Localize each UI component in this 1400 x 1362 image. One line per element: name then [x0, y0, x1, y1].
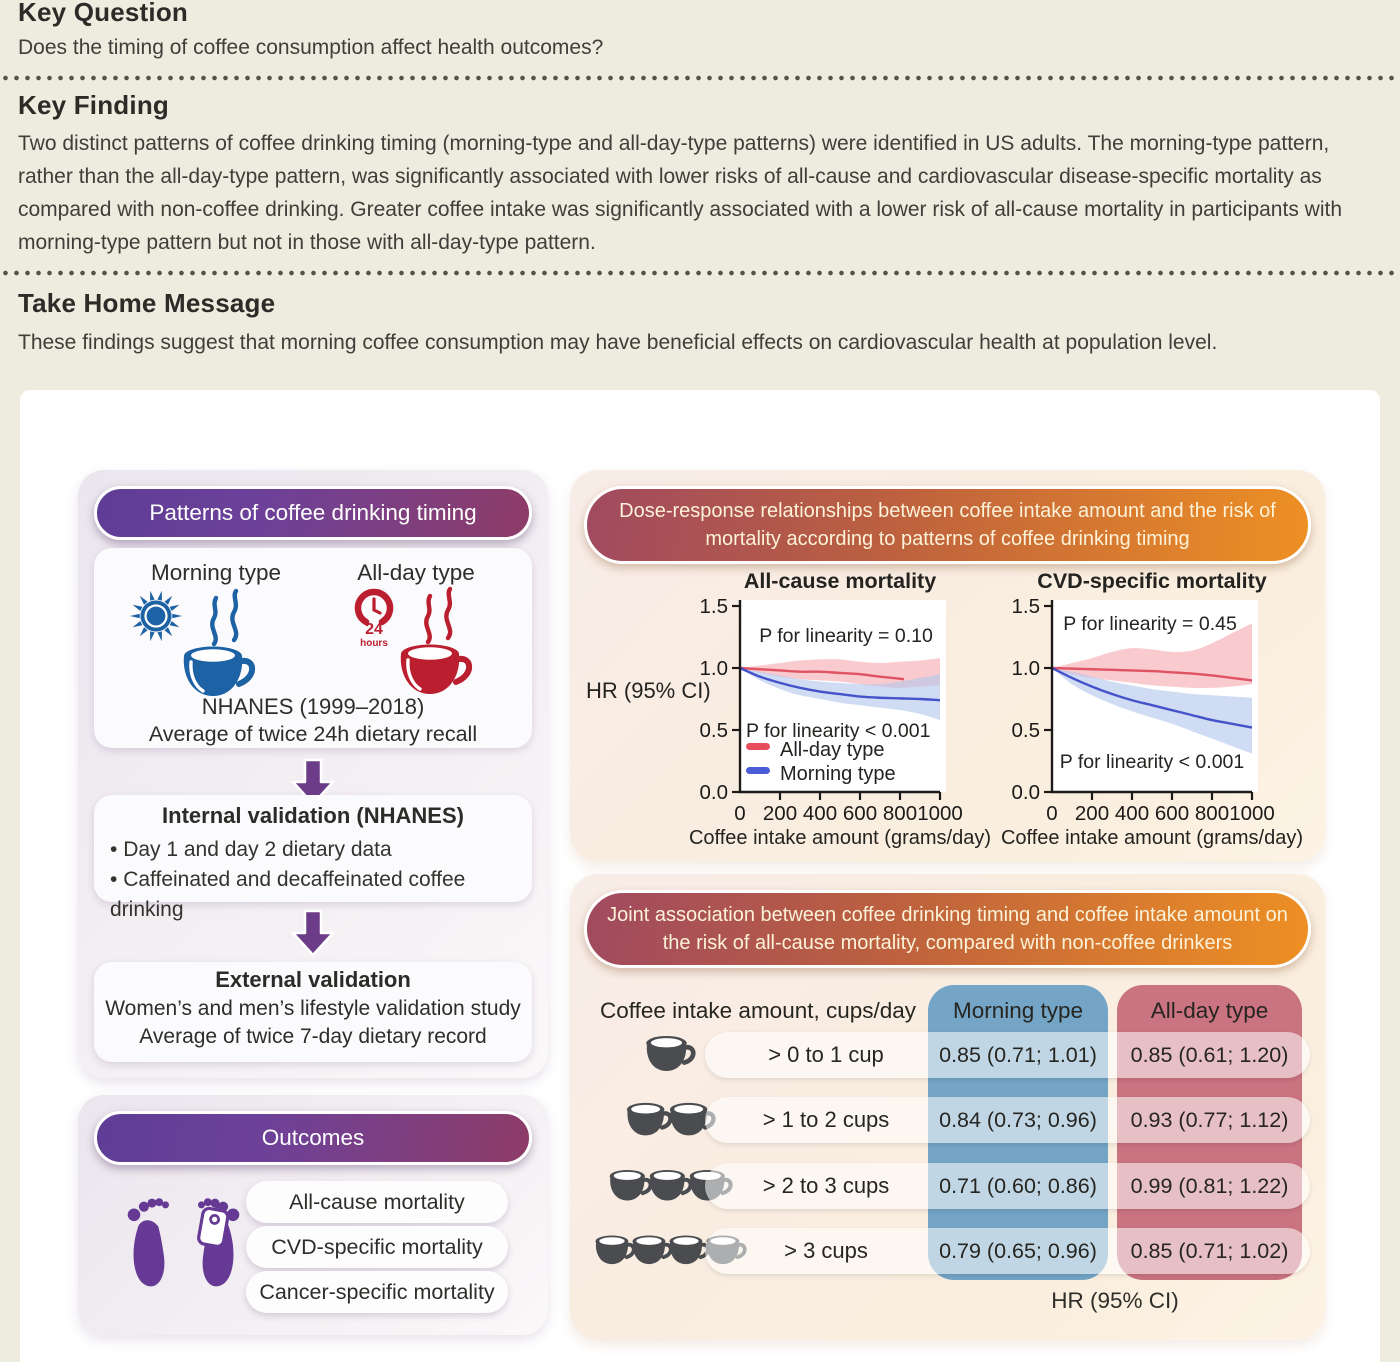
outcome-label: CVD-specific mortality [271, 1234, 483, 1259]
outcomes-panel [78, 1095, 548, 1335]
cups-per-day-label: > 1 to 2 cups [762, 1107, 890, 1132]
svg-text:200: 200 [1074, 802, 1110, 825]
steam-icon [212, 591, 236, 644]
study-method: Average of twice 24h dietary recall [148, 722, 478, 746]
outcome-label: Cancer-specific mortality [259, 1279, 495, 1304]
svg-text:P for linearity = 0.45: P for linearity = 0.45 [1063, 613, 1237, 635]
svg-text:0.0: 0.0 [699, 781, 728, 804]
svg-text:0: 0 [734, 802, 746, 825]
key-finding-text: Two distinct patterns of coffee drinking timing (morning-type and all-day-type patterns) were identified in US adults. The morning-type pattern, rather than the all-day-type pattern, was significantly associated with lower risks of all-cause and cardiovascular disease-specific mortality as compared with non-coffee drinking. Greater coffee intake was significantly associated with a lower risk of all-cause mortality in participants with morning-type pattern but not in those with all-day-type pattern. [18, 132, 1343, 254]
svg-text:0.0: 0.0 [1011, 781, 1040, 804]
cups-per-day-label: > 0 to 1 cup [768, 1042, 884, 1067]
footprints-icon [116, 1177, 251, 1303]
study-card [94, 548, 532, 748]
all-day-hr-value: 0.93 (0.77; 1.12) [1130, 1108, 1289, 1132]
svg-text:P for linearity = 0.10: P for linearity = 0.10 [759, 625, 933, 647]
cups-per-day-label: > 3 cups [784, 1238, 868, 1263]
svg-text:1.5: 1.5 [699, 595, 728, 618]
svg-text:1.0: 1.0 [699, 657, 728, 680]
dotted-divider [0, 270, 1400, 276]
outcome-pill [246, 1271, 508, 1313]
svg-text:All-cause mortality: All-cause mortality [743, 569, 937, 593]
internal-validation-bullet: • Day 1 and day 2 dietary data [110, 835, 524, 865]
patterns-panel [78, 470, 548, 1078]
svg-text:All-day type: All-day type [780, 739, 885, 761]
hr-axis-label: HR (95% CI) [586, 678, 711, 703]
outcomes-panel-title-label: Outcomes [261, 1125, 365, 1150]
key-question-heading: Key Question [18, 0, 188, 27]
svg-text:800: 800 [1194, 802, 1230, 825]
svg-text:P for linearity < 0.001: P for linearity < 0.001 [1059, 751, 1245, 773]
all-day-hr-value: 0.85 (0.61; 1.20) [1130, 1043, 1289, 1067]
outcome-pill [246, 1181, 508, 1223]
svg-text:800: 800 [882, 802, 918, 825]
all-day-type-icon [336, 584, 501, 700]
morning-hr-value: 0.71 (0.60; 0.86) [939, 1174, 1097, 1198]
morning-hr-value: 0.84 (0.73; 0.96) [939, 1108, 1097, 1132]
outcome-pill [246, 1226, 508, 1268]
steam-icon [426, 589, 450, 642]
svg-text:1.5: 1.5 [1011, 595, 1040, 618]
joint-association-panel [570, 874, 1325, 1340]
svg-text:CVD-specific mortality: CVD-specific mortality [1037, 569, 1267, 593]
cups-per-day-label: > 2 to 3 cups [762, 1173, 890, 1198]
outcome-label: All-cause mortality [289, 1189, 465, 1214]
morning-hr-value: 0.79 (0.65; 0.96) [939, 1239, 1097, 1263]
hr-footer-label: HR (95% CI) [1051, 1288, 1179, 1313]
svg-text:0.5: 0.5 [699, 719, 728, 742]
key-finding-heading: Key Finding [18, 90, 169, 120]
all-day-column-header: All-day type [1150, 998, 1269, 1023]
svg-text:0: 0 [1046, 802, 1058, 825]
svg-text:1000: 1000 [1229, 802, 1275, 825]
dose-response-panel [570, 470, 1325, 862]
sun-icon [130, 591, 182, 642]
morning-hr-value: 0.85 (0.71; 1.01) [939, 1043, 1097, 1067]
svg-text:600: 600 [1154, 802, 1190, 825]
clock-24h-icon [358, 592, 390, 649]
all-day-hr-value: 0.99 (0.81; 1.22) [1130, 1174, 1289, 1198]
svg-text:200: 200 [762, 802, 798, 825]
study-name: NHANES (1999–2018) [201, 694, 425, 719]
dotted-divider [0, 75, 1400, 81]
clock-24-label: 24 [365, 621, 383, 638]
svg-text:Coffee intake amount (grams/da: Coffee intake amount (grams/day) [688, 827, 992, 849]
svg-text:400: 400 [1114, 802, 1150, 825]
outcomes-panel-title [94, 1111, 532, 1165]
coffee-cup-icon [642, 1033, 696, 1077]
dose-response-title-label: Dose-response relationships between coffee intake amount and the risk of mortality according to patterns of coffee drinking timing [619, 500, 1276, 550]
coffee-cup-icon [184, 647, 252, 697]
patterns-panel-title-label: Patterns of coffee drinking timing [149, 500, 477, 525]
clock-hours-label: hours [360, 638, 388, 649]
all-cause-mortality-chart [688, 566, 998, 852]
external-validation-title: External validation [215, 967, 411, 992]
key-question-text: Does the timing of coffee consumption affect health outcomes? [18, 36, 604, 59]
table-row [570, 1228, 1325, 1274]
down-arrow-icon [290, 908, 336, 958]
svg-text:400: 400 [802, 802, 838, 825]
table-row [570, 1097, 1325, 1143]
svg-text:Coffee intake amount (grams/da: Coffee intake amount (grams/day) [1000, 827, 1304, 849]
dose-response-title [584, 486, 1311, 564]
table-row [570, 1032, 1325, 1078]
internal-validation-title: Internal validation (NHANES) [162, 803, 464, 828]
take-home-heading: Take Home Message [18, 288, 276, 318]
external-validation-line: Women’s and men’s lifestyle validation study [105, 997, 521, 1020]
svg-text:1.0: 1.0 [1011, 657, 1040, 680]
internal-validation-bullet: • Caffeinated and decaffeinated coffee drinking [110, 865, 524, 925]
patterns-panel-title [94, 486, 532, 540]
joint-panel-title-label: Joint association between coffee drinking timing and coffee intake amount on the risk of all-cause mortality, compared with non-coffee drinkers [607, 904, 1288, 954]
cvd-mortality-chart [1000, 566, 1310, 852]
joint-panel-title [584, 890, 1311, 968]
all-day-hr-value: 0.85 (0.71; 1.02) [1130, 1239, 1289, 1263]
svg-text:600: 600 [842, 802, 878, 825]
intake-column-header: Coffee intake amount, cups/day [600, 998, 917, 1023]
coffee-cup-icon [401, 645, 469, 695]
svg-text:Morning type: Morning type [780, 763, 896, 785]
svg-text:0.5: 0.5 [1011, 719, 1040, 742]
all-day-type-label: All-day type [357, 560, 475, 585]
external-validation-card [94, 962, 532, 1062]
external-validation-line: Average of twice 7-day dietary record [139, 1025, 487, 1048]
morning-type-label: Morning type [150, 560, 282, 585]
morning-column-header: Morning type [952, 998, 1084, 1023]
svg-text:1000: 1000 [917, 802, 963, 825]
morning-type-icon [126, 588, 291, 700]
take-home-text: These findings suggest that morning coffee consumption may have beneficial effects on cardiovascular health at population level. [18, 331, 1218, 354]
svg-text:P for linearity < 0.001: P for linearity < 0.001 [746, 720, 931, 742]
internal-validation-card [94, 795, 532, 921]
table-row [570, 1163, 1325, 1209]
